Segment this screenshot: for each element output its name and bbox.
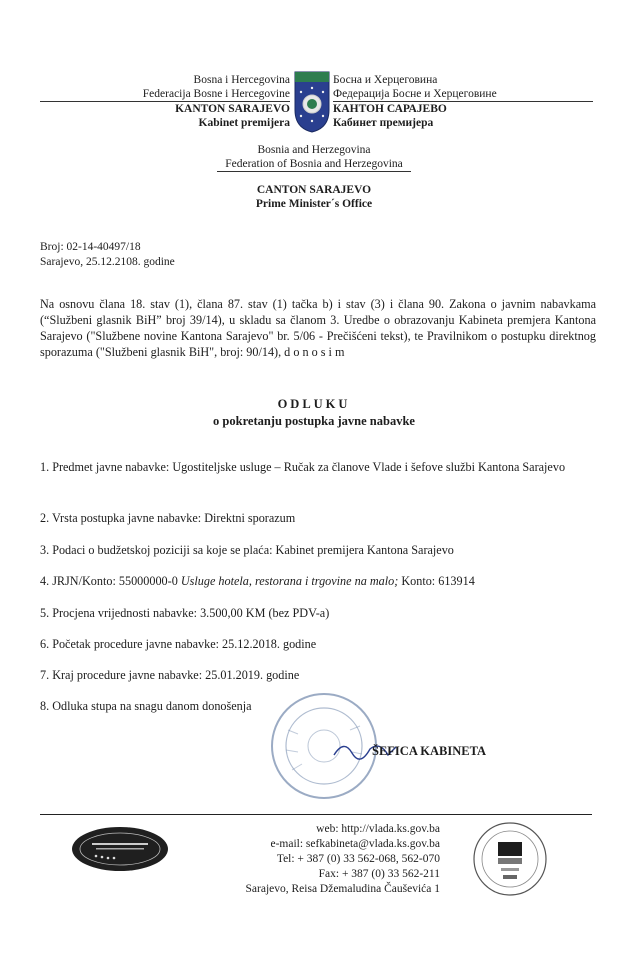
item-subject: 1. Predmet javne nabavke: Ugostiteljske usluge – Ručak za članove Vlade i šefove službi Kantona Sarajevo bbox=[40, 460, 566, 474]
header-right bbox=[333, 73, 593, 130]
header-right-canton: КАНТОН САРАЈЕВО bbox=[333, 103, 447, 115]
item-konto: Konto: 613914 bbox=[398, 574, 475, 588]
header-center-office: Prime Minister´s Office bbox=[255, 198, 373, 210]
footer-address: Sarajevo, Reisa Džemaludina Čauševića 1 bbox=[245, 883, 440, 895]
footer-fax: Fax: + 387 (0) 33 562-211 bbox=[318, 868, 440, 880]
decision-title-main: ODLUKU bbox=[277, 397, 351, 411]
certification-badge-icon bbox=[465, 820, 555, 898]
decision-title-sub: o pokretanju postupka javne nabavke bbox=[213, 414, 415, 428]
footer-tel: Tel: + 387 (0) 33 562-068, 562-070 bbox=[276, 853, 440, 865]
header-center-english bbox=[0, 143, 628, 172]
footer-web[interactable]: web: http://vlada.ks.gov.ba bbox=[316, 823, 440, 835]
header-left-federation: Federacija Bosne i Hercegovine bbox=[40, 87, 290, 102]
item-procedure-type: 2. Vrsta postupka javne nabavke: Direktni sporazum bbox=[40, 511, 296, 525]
header-left bbox=[40, 73, 290, 130]
reference-place-date: Sarajevo, 25.12.2108. godine bbox=[40, 256, 175, 268]
item-effective: 8. Odluka stupa na snagu danom donošenja bbox=[40, 699, 252, 713]
item-jrjn-code: 4. JRJN/Konto: 55000000-0 bbox=[40, 574, 181, 588]
item-estimated-value: 5. Procjena vrijednosti nabavke: 3.500,00 KM (bez PDV-a) bbox=[40, 606, 330, 620]
item-end-date: 7. Kraj procedure javne nabavke: 25.01.2019. godine bbox=[40, 668, 300, 682]
header-left-office: Kabinet premijera bbox=[198, 117, 290, 129]
reference-number: Broj: 02-14-40497/18 bbox=[40, 241, 141, 253]
header-center-english-bold bbox=[0, 183, 628, 211]
header-right-federation: Федерација Босне и Херцеговине bbox=[333, 87, 593, 102]
item-jrjn-konto bbox=[40, 573, 596, 589]
document-reference bbox=[40, 240, 175, 270]
decision-title bbox=[0, 396, 628, 430]
signature-title: ŠEFICA KABINETA bbox=[372, 744, 487, 758]
footer-divider bbox=[40, 814, 592, 815]
footer-contact bbox=[150, 822, 440, 897]
item-start-date: 6. Početak procedure javne nabavke: 25.12.2018. godine bbox=[40, 637, 317, 651]
header-right-office: Кабинет премијера bbox=[333, 117, 434, 129]
coat-of-arms-icon bbox=[293, 70, 331, 134]
footer-email[interactable]: e-mail: sefkabineta@vlada.ks.gov.ba bbox=[270, 838, 440, 850]
header-left-country: Bosna i Hercegovina bbox=[193, 74, 290, 86]
header-left-canton: KANTON SARAJEVO bbox=[175, 103, 290, 115]
header-center-canton: CANTON SARAJEVO bbox=[256, 184, 372, 196]
header-center-federation: Federation of Bosnia and Herzegovina bbox=[217, 157, 411, 172]
header-center-country: Bosnia and Herzegovina bbox=[257, 144, 371, 156]
header-right-country: Босна и Херцеговина bbox=[333, 74, 438, 86]
item-budget-position: 3. Podaci o budžetskoj poziciji sa koje se plaća: Kabinet premijera Kantona Sarajevo bbox=[40, 543, 454, 557]
legal-basis-paragraph: Na osnovu člana 18. stav (1), člana 87. stav (1) tačka b) i stav (3) i člana 90. Zakona o javnim nabavkama (“Službeni glasnik BiH” broj 39/14), u skladu sa članom 3. Uredbe o obrazovanju Kabineta premjera Kantona Sarajevo ("Službene novine Kantona Sarajevo" br. 5/06 - Prečišćeni tekst), te Pravilnikom o postupku direktnog sporazuma ("Službeni glasnik BiH", broj: 90/14), d o n o s i m bbox=[40, 297, 596, 359]
item-jrjn-description: Usluge hotela, restorana i trgovine na malo; bbox=[180, 574, 399, 588]
